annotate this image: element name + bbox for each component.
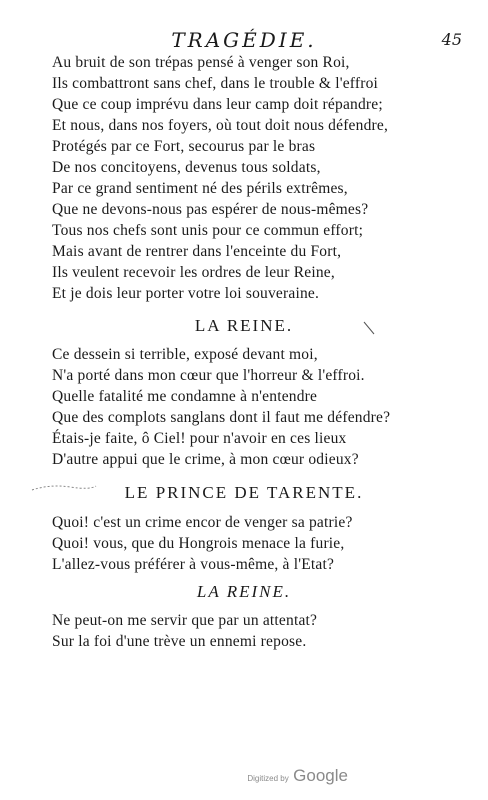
verse-line: Protégés par ce Fort, secourus par le bras (52, 138, 316, 155)
verse-block-3 (52, 512, 462, 575)
verse-line: Tous nos chefs sont unis pour ce commun effort; (52, 222, 364, 239)
verse-line: Mais avant de rentrer dans l'enceinte du Fort, (52, 243, 342, 260)
verse-block-2 (52, 344, 462, 470)
ink-smudge (30, 478, 100, 498)
verse-line: De nos concitoyens, devenus tous soldats, (52, 159, 321, 176)
speaker-heading: LA REINE. (194, 316, 294, 335)
verse-line: Ne peut-on me servir que par un attentat? (52, 612, 318, 629)
verse-line: Que ne devons-nous pas espérer de nous-mêmes? (52, 201, 369, 218)
verse-line: L'allez-vous préférer à vous-même, à l'Etat? (52, 556, 335, 573)
verse-line: N'a porté dans mon cœur que l'horreur & l'effroi. (52, 367, 365, 384)
page-number: 45 (441, 30, 462, 49)
verse-line: Par ce grand sentiment né des périls extrêmes, (52, 180, 348, 197)
google-logo: Google (293, 766, 348, 785)
verse-line: Sur la foi d'une trève un ennemi repose. (52, 633, 307, 650)
digitization-watermark (247, 766, 348, 786)
page-header (0, 28, 488, 52)
verse-line: Ils veulent recevoir les ordres de leur Reine, (52, 264, 335, 281)
verse-block-1 (52, 52, 462, 304)
ink-mark (360, 318, 380, 338)
verse-line: Et nous, dans nos foyers, où tout doit nous défendre, (52, 117, 389, 134)
verse-line: Quoi! vous, que du Hongrois menace la furie, (52, 535, 345, 552)
verse-block-4 (52, 610, 462, 652)
running-title: TRAGÉDIE. (171, 28, 317, 52)
speaker-heading: LE PRINCE DE TARENTE. (124, 483, 364, 502)
watermark-prefix: Digitized by (247, 774, 289, 783)
verse-line: D'autre appui que le crime, à mon cœur odieux? (52, 451, 359, 468)
verse-line: Que ce coup imprévu dans leur camp doit répandre; (52, 96, 383, 113)
speaker-heading: LA REINE. (196, 582, 292, 601)
verse-line: Ils combattront sans chef, dans le trouble & l'effroi (52, 75, 379, 92)
verse-line: Quoi! c'est un crime encor de venger sa patrie? (52, 514, 353, 531)
verse-line: Ce dessein si terrible, exposé devant moi, (52, 346, 318, 363)
verse-line: Étais-je faite, ô Ciel! pour n'avoir en ces lieux (52, 430, 347, 447)
verse-line: Que des complots sanglans dont il faut me défendre? (52, 409, 391, 426)
verse-line: Et je dois leur porter votre loi souveraine. (52, 285, 320, 302)
verse-line: Au bruit de son trépas pensé à venger son Roi, (52, 54, 350, 71)
verse-line: Quelle fatalité me condamne à n'entendre (52, 388, 318, 405)
